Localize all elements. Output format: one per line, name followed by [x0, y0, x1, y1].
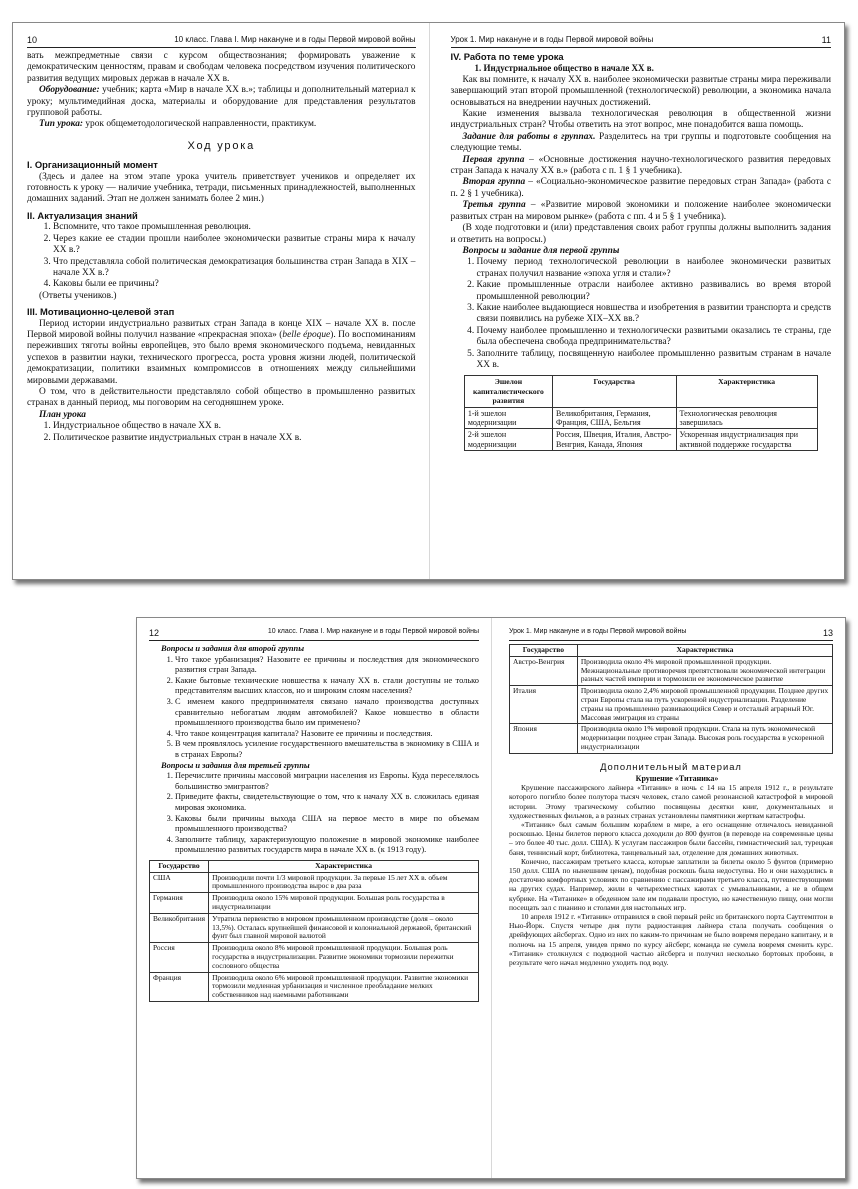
table-cell: Россия, Швеция, Италия, Австро-Венгрия, Канада, Япония: [553, 429, 677, 451]
list-item: 4. Почему наиболее промышленно и технологически развитыми оказались те страны, где была обеспечена свобода предпринимательства?: [477, 326, 832, 349]
table-header: Характеристика: [577, 645, 832, 657]
list-item: 1. Индустриальное общество в начале XX в.: [53, 421, 416, 432]
running-head-text: Урок 1. Мир накануне и в годы Первой мировой войны: [450, 35, 654, 44]
table-row: [150, 972, 479, 1001]
table-row: [150, 872, 479, 893]
question-list: [149, 655, 479, 761]
equipment-paragraph: [27, 85, 416, 119]
table-header: Государства: [553, 376, 677, 407]
running-head-text: Урок 1. Мир накануне и в годы Первой мировой войны: [509, 628, 687, 635]
top-spread: [12, 22, 845, 580]
questions-title: Вопросы и задания для третьей группы: [161, 760, 310, 770]
list-item: 5. В чем проявлялось усиление государственного вмешательства в экономику в США и в странах Европы?: [175, 739, 479, 760]
list-item: 2. Какие промышленные отрасли наиболее активно развивались во время второй промышленной революции?: [477, 280, 832, 303]
table-cell: Италия: [510, 686, 578, 724]
table-cell: Япония: [510, 724, 578, 753]
extra-paragraph: Конечно, пассажирам третьего класса, которые заплатили за билеты около 5 фунтов (примерно 150 долл. США по нынешним ценам), подобная роскошь была недоступна. Но и они находились в достаточно комфортных условиях по сравнению с пассажирами третьего класса, путешествующими на других судах. Например, жили в четырехместных каютах с умывальниками, а не в общем кубрике. На «Титанике» в обеденном зале им подавали простую, но качественную пищу, они могли посещать зал с пианино и столами для настольных игр.: [509, 856, 833, 912]
table-row: [510, 656, 833, 685]
group-text: – «Социально-экономическое развитие передовых стран Запада» (работа с п. 2 § 1 учебника).: [450, 177, 831, 199]
table-cell: 1-й эшелон модернизации: [464, 407, 552, 429]
list-item: 1. Что такое урбанизация? Назовите ее причины и последствия для экономического развития стран Запада.: [175, 655, 479, 676]
paragraph: Как вы помните, к началу XX в. наиболее экономически развитые страны мира переживали завершающий этап второй промышленной (технологической) революции, а экономика начала основываться на внедрении научных достижений.: [450, 74, 831, 108]
group-label: Первая группа: [462, 154, 525, 165]
paragraph-part: Период истории индустриально развитых стран Запада в конце XIX – начале XX в. после Первой мировой войны получил название «прекрасная эпоха» (: [27, 318, 416, 340]
running-head: [27, 35, 416, 48]
running-head: [509, 628, 833, 641]
list-item: 4. Каковы были ее причины?: [53, 279, 416, 290]
table-cell: США: [150, 872, 209, 893]
intro-paragraph: вать межпредметные связи с курсом обществознания; формировать уважение к демократическим ценностям, правам и свободам человека посредством изучения политического развития ведущих мировых держав в начале XX в.: [27, 51, 416, 84]
table-cell: Производила около 6% мировой промышленной продукции. Развитие экономики тормозили медленная урбанизация и численное преобладание мелких собственников над наемными работниками: [209, 972, 479, 1001]
table-header: Характеристика: [676, 376, 817, 407]
list-item: 3. Каковы были причины выхода США на первое место в мире по объемам промышленного производства?: [175, 814, 479, 835]
table-cell: Ускоренная индустриализация при активной поддержке государства: [676, 429, 817, 451]
question-list: [27, 222, 416, 290]
table-cell: Великобритания: [150, 913, 209, 942]
table-cell: Технологическая революция завершилась: [676, 407, 817, 429]
task-text: Разделитесь на три группы и подготовьте сообщения на следующие темы.: [450, 131, 831, 154]
section-title: I. Организационный момент: [27, 159, 158, 171]
subsection-title: 1. Индустриальное общество в начале XX в.: [474, 63, 654, 74]
table-row: [464, 429, 817, 451]
countries-table-continued: [509, 644, 833, 754]
task-paragraph: [451, 132, 832, 155]
group-label: Третья группа: [462, 200, 526, 211]
group-paragraph: [451, 155, 832, 178]
page-number: 11: [821, 35, 831, 45]
table-cell: 2-й эшелон модернизации: [464, 429, 552, 451]
table-row: [464, 407, 817, 429]
page-body: [509, 644, 833, 967]
list-item: 2. Какие бытовые технические новшества к началу XX в. стали доступны не только представителям высших классов, но и широким слоям населения?: [175, 676, 479, 697]
bottom-spread: [136, 617, 846, 1179]
page-13: [491, 618, 845, 967]
paragraph-part: ). По воспоминаниям переживших тяготы войны европейцев, это было время экономического подъема, невиданных успехов в развитии науки, технического прогресса, роста уровня жизни людей, политической демократизации, политики взаимных компромиссов в отношениях между сильнейшими мировыми державами.: [27, 329, 416, 386]
page-11: [429, 23, 845, 451]
table-cell: Производила около 8% мировой промышленной продукции. Большая роль государства в индустриализации. Развитие экономики тормозили пережитки сословного общества: [209, 943, 479, 972]
lesson-type-paragraph: [27, 119, 416, 130]
table-cell: Россия: [150, 943, 209, 972]
lesson-type-label: Тип урока:: [39, 119, 84, 130]
note-paragraph: (В ходе подготовки и (или) представления своих работ группы должны выполнить задания и ответить на вопросы.): [450, 223, 831, 245]
table-row: [150, 943, 479, 972]
lesson-type-text: урок общеметодологической направленности, практикум.: [83, 119, 317, 130]
answers-note: (Ответы учеников.): [39, 290, 117, 301]
list-item: 2. Через какие ее стадии прошли наиболее экономически развитые страны мира к началу XX в.?: [53, 234, 416, 257]
echelon-table: [464, 375, 818, 451]
group-text: – «Основные достижения научно-технологического развития передовых стран Запада к началу XX в.» (работа с п. 1 § 1 учебника).: [450, 154, 831, 177]
group-label: Вторая группа: [462, 177, 526, 188]
table-cell: Производили почти 1/3 мировой продукции. За первые 15 лет XX в. объем промышленного производства вырос в два раза: [209, 872, 479, 893]
section-paragraph: [27, 319, 416, 387]
questions-title: Вопросы и задания для второй группы: [161, 644, 305, 653]
page-number: 10: [27, 35, 38, 45]
table-cell: Производила около 15% мировой продукции. Большая роль государства в индустриализации: [209, 893, 479, 914]
table-cell: Утратила первенство в мировом промышленном производстве (доля – около 13,5%). Осталась крупнейшей финансовой и колониальной державой, британский фунт был главной мировой валютой: [209, 913, 479, 942]
running-head-text: 10 класс. Глава I. Мир накануне и в годы Первой мировой войны: [174, 35, 416, 44]
list-item: 4. Заполните таблицу, характеризующую положение в мировой экономике наиболее промышленно развитых государств мира в начале XX в. (к 1913 году).: [175, 835, 479, 856]
table-cell: Великобритания, Германия, Франция, США, Бельгия: [553, 407, 677, 429]
table-header-row: [510, 645, 833, 657]
list-item: 3. Какие наиболее выдающиеся новшества и изобретения в развитии транспорта и средств связи появились на рубеже XIX–XX вв.?: [477, 303, 832, 326]
table-row: [150, 893, 479, 914]
table-header: Государство: [150, 860, 209, 872]
list-item: 1. Почему период технологической революции в наиболее экономически развитых странах получил название «эпоха угля и стали»?: [477, 257, 832, 280]
questions-title: Вопросы и задание для первой группы: [462, 245, 620, 256]
running-head: [149, 628, 479, 641]
list-item: 1. Вспомните, что такое промышленная революция.: [53, 222, 416, 233]
page-body: [27, 51, 416, 444]
lesson-course-title: Ход урока: [187, 139, 256, 152]
section-paragraph: (Здесь и далее на этом этапе урока учитель приветствует учеников и определяет их готовность к уроку — наличие учебника, тетради, письменных принадлежностей, выполненных домашних заданий. Этап не должен занимать более 2 мин.): [27, 171, 416, 205]
table-cell: Производила около 2,4% мировой промышленной продукции. Позднее других стран Европы стала на путь ускоренной индустриализации. Разделение страны на промышленно развивающийся Север и отсталый аграрный Юг. Массовая эмиграция из страны: [577, 686, 832, 724]
table-row: [150, 913, 479, 942]
table-cell: Производила около 4% мировой промышленной продукции. Межнациональные противоречия препятствовали экономической интеграции разных частей империи и тормозили ее экономическое развитие: [577, 656, 832, 685]
extra-paragraph: «Титаник» был самым большим кораблем в мире, а его оснащение отличалось невиданной роскошью. Цены билетов первого класса доходили до 800 фунтов (в переводе на современные цены – это более 40 тыс. долл. США). К услугам пассажиров были бассейн, гимнастический зал, турецкая баня, теннисный корт, библиотека, танцевальный зал, отделение для домашних животных.: [509, 819, 833, 857]
page-12: [137, 618, 491, 1002]
list-item: 3. С именем какого предпринимателя связано начало производства доступных сравнительно небогатым людям автомобилей? Какое новшество в области промышленного производства было им применено?: [175, 697, 479, 729]
running-head: [451, 35, 832, 48]
group-paragraph: [451, 200, 832, 223]
section-paragraph: О том, что в действительности представляло собой общество в промышленно развитых странах в данный период, мы поговорим на сегодняшнем уроке.: [27, 386, 416, 409]
table-header-row: [464, 376, 817, 407]
extra-paragraph: 10 апреля 1912 г. «Титаник» отправился в свой первый рейс из британского порта Саутгемптон в Нью-Йорк. Спустя четыре дня пути радиостанция лайнера стала получать сообщения о дрейфующих айсбергах. Одно из них по каким-то причинам не было вовремя передано капитану, и в полночь на 15 апреля, увидев прямо по курсу айсберг, команда не сумела вовремя сменить курс. «Титаник» столкнулся с подводной частью айсберга и получил несколько бортовых пробоин, в результате чего начал медленно уходить под воду.: [509, 912, 833, 968]
italic-term: belle époque: [282, 329, 331, 340]
list-item: 2. Политическое развитие индустриальных стран в начале XX в.: [53, 433, 416, 444]
page-10: [13, 23, 429, 444]
task-label: Задание для работы в группах.: [462, 131, 596, 142]
countries-table: [149, 860, 479, 1002]
list-item: 3. Что представляла собой политическая демократизация большинства стран Запада в XIX – начале XX в.?: [53, 257, 416, 280]
section-title: II. Актуализация знаний: [27, 209, 138, 221]
list-item: 2. Приведите факты, свидетельствующие о том, что к началу XX в. сложилась единая мировая экономика.: [175, 792, 479, 813]
question-list: [149, 771, 479, 856]
page-body: [149, 644, 479, 1002]
list-item: 1. Перечислите причины массовой миграции населения из Европы. Куда переселялось большинство эмигрантов?: [175, 771, 479, 792]
table-header: Характеристика: [209, 860, 479, 872]
question-list: [451, 257, 832, 371]
page-number: 12: [149, 628, 160, 638]
table-header: Государство: [510, 645, 578, 657]
table-cell: Франция: [150, 972, 209, 1001]
plan-title: План урока: [39, 409, 86, 420]
table-cell: Австро-Венгрия: [510, 656, 578, 685]
equipment-text: учебник; карта «Мир в начале XX в.»; таблицы и дополнительный материал к уроку; мультимедийная доска, материалы и оборудование для представления результатов групповой работы.: [27, 85, 416, 119]
table-row: [510, 724, 833, 753]
section-title: III. Мотивационно-целевой этап: [27, 306, 175, 318]
extra-paragraph: Крушение пассажирского лайнера «Титаник» в ночь с 14 на 15 апреля 1912 г., в результате которого погибло более полутора тысяч человек, стало самой резонансной катастрофой в мировой истории. Этому трагическому событию посвящены десятки книг, документальных и художественных фильмов, а в разных странах установлены памятники жертвам катастрофы.: [509, 783, 833, 820]
paragraph: Какие изменения вызвала технологическая революция в общественной жизни индустриальных стран? Чтобы ответить на этот вопрос, мне понадобится ваша помощь.: [450, 109, 831, 131]
table-header: Эшелон капиталистического развития: [464, 376, 552, 407]
group-paragraph: [451, 177, 832, 200]
table-header-row: [150, 860, 479, 872]
table-cell: Германия: [150, 893, 209, 914]
section-title: IV. Работа по теме урока: [450, 51, 564, 62]
extra-material-title: Дополнительный материал: [600, 760, 742, 772]
running-head-text: 10 класс. Глава I. Мир накануне и в годы Первой мировой войны: [267, 628, 479, 635]
table-row: [510, 686, 833, 724]
page-body: [451, 51, 832, 451]
group-text: – «Развитие мировой экономики и положение наиболее экономически развитых стран на мировом рынке» (работа с пп. 4 и 5 § 1 учебника).: [450, 200, 831, 222]
page-number: 13: [822, 628, 833, 638]
plan-list: [27, 421, 416, 444]
equipment-label: Оборудование:: [39, 85, 100, 96]
table-cell: Производила около 1% мировой продукции. Стала на путь экономической модернизации позднее стран Запада. Высокая роль государства в ускоренной индустриализации: [577, 724, 832, 753]
list-item: 5. Заполните таблицу, посвященную наиболее промышленно развитым странам в начале XX в.: [477, 349, 832, 372]
extra-material-subtitle: Крушение «Титаника»: [635, 773, 719, 783]
list-item: 4. Что такое концентрация капитала? Назовите ее причины и последствия.: [175, 729, 479, 740]
